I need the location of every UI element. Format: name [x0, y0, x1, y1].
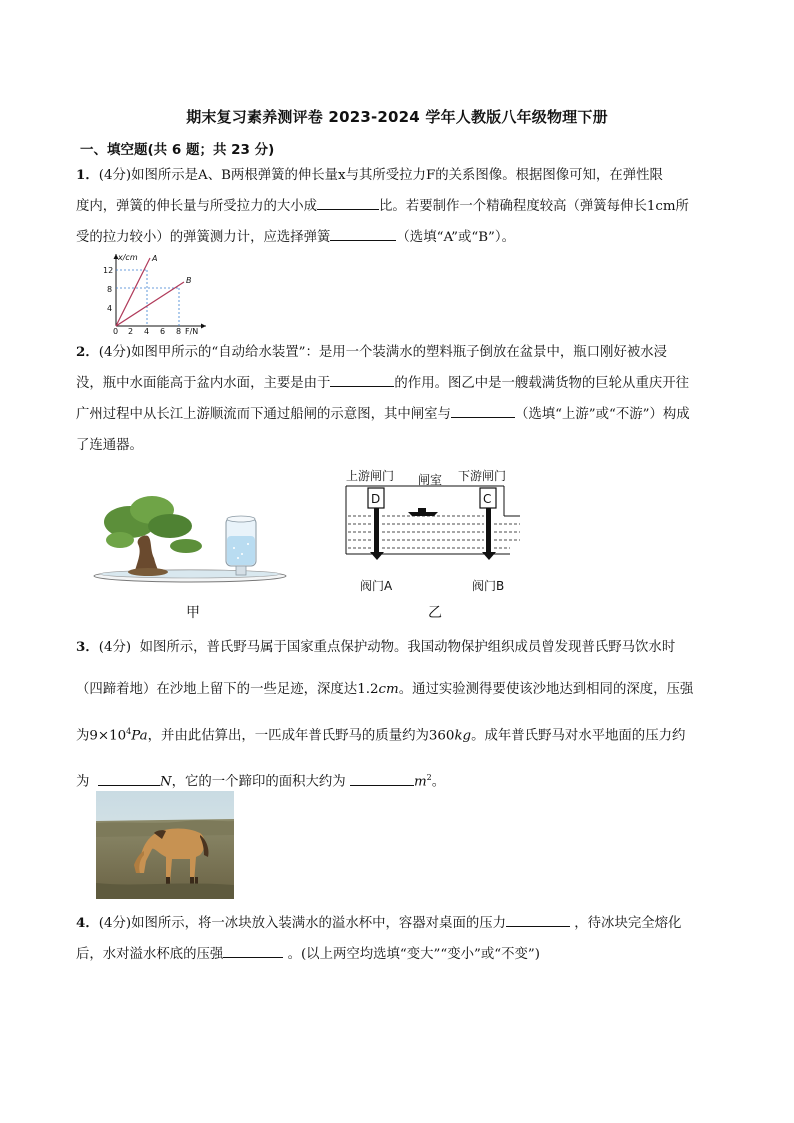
q4-line1: [76, 908, 748, 939]
q4-text: 后，水对溢水杯底的压强: [76, 947, 224, 962]
q2-text: （选填“上游”或“不游”）构成: [514, 407, 690, 422]
question-4: [76, 908, 748, 970]
question-1: [76, 160, 748, 253]
graph-ytick: 8: [107, 285, 113, 294]
graph-ytick: 12: [103, 266, 114, 275]
question-number: 3．: [76, 639, 99, 655]
q1-line1: [76, 160, 748, 191]
q3-text: 为9×10: [76, 728, 127, 744]
label-b: B: [186, 276, 192, 285]
graph-xtick: 0: [113, 327, 119, 336]
graph-xtick: 2: [128, 327, 134, 336]
q3-line1: [76, 626, 748, 669]
answer-blank[interactable]: [317, 195, 379, 210]
graph-xtick: 4: [144, 327, 150, 336]
q3-line3: [76, 711, 748, 757]
line-b: [116, 282, 184, 326]
unit: cm: [378, 682, 399, 697]
q3-text: 。通过实验测得要使该沙地达到相同的深度，压强: [398, 682, 694, 697]
unit: Pa: [131, 728, 148, 744]
question-3: [76, 626, 748, 804]
q3-text: 如图所示，普氏野马属于国家重点保护动物。我国动物保护组织成员曾发现普氏野马饮水时: [139, 640, 676, 655]
answer-blank[interactable]: [330, 372, 394, 387]
answer-blank[interactable]: [451, 403, 515, 418]
q2-line2: [76, 368, 748, 399]
label-a: A: [152, 254, 158, 263]
question-score: (4分): [98, 168, 132, 183]
q2-text: 的作用。图乙中是一艘载满货物的巨轮从重庆开往: [394, 376, 690, 391]
q2-line4: [76, 430, 748, 461]
q1-text: 比。若要制作一个精确程度较高（弹簧每伸长1cm所: [379, 199, 689, 214]
upper-gate-label: 上游闸门: [346, 469, 395, 483]
exponent: 2: [426, 773, 432, 783]
horse-photo: [96, 791, 234, 899]
q3-text: ，并由此估算出，一匹成年普氏野马的质量约为360: [147, 728, 455, 744]
q2-text: 如图甲所示的“自动给水装置”：是用一个装满水的塑料瓶子倒放在盆景中，瓶口刚好被水浸: [131, 345, 668, 360]
q4-line2: [76, 939, 748, 970]
question-score: (4分): [98, 640, 132, 655]
valve-a-label: 阀门A: [360, 579, 393, 593]
q4-text: 如图所示，将一冰块放入装满水的溢水杯中，容器对桌面的压力: [131, 916, 507, 931]
q3-text: （四蹄着地）在沙地上留下的一些足迹，深度达1.2: [76, 682, 379, 697]
q1-line3: [76, 222, 748, 253]
q3-text: 。: [431, 774, 446, 790]
graph-xtick: 8: [176, 327, 182, 336]
section-heading: 一、填空题(共 6 题；共 23 分): [80, 142, 275, 158]
q2-line3: [76, 399, 748, 430]
q3-text: 。成年普氏野马对水平地面的压力约: [471, 728, 686, 744]
answer-blank[interactable]: [350, 771, 414, 786]
unit: N: [159, 774, 172, 790]
graph-ylabel: x/cm: [118, 253, 138, 262]
graph-xtick: 6: [160, 327, 166, 336]
q1-line2: [76, 191, 748, 222]
answer-blank[interactable]: [506, 912, 570, 927]
question-number: 2．: [76, 344, 99, 360]
question-score: (4分): [98, 916, 132, 931]
caption-left: 甲: [186, 605, 200, 621]
q2-text: 广州过程中从长江上游顺流而下通过船闸的示意图，其中闸室与: [76, 407, 451, 422]
caption-right: 乙: [428, 605, 442, 621]
q1-text: 度内，弹簧的伸长量与所受拉力的大小成: [76, 199, 318, 214]
q3-text: ，它的一个蹄印的面积大约为: [171, 774, 346, 790]
gate-d-label: D: [371, 492, 381, 506]
graph-ytick: 4: [107, 304, 113, 313]
line-a: [116, 258, 150, 326]
q2-text: 了连通器。: [76, 438, 143, 453]
page-title: 期末复习素养测评卷 2023-2024 学年人教版八年级物理下册: [186, 108, 608, 126]
answer-blank[interactable]: [98, 771, 160, 786]
question-2: [76, 337, 748, 461]
q2-line1: [76, 337, 748, 368]
unit: kg: [454, 728, 472, 744]
exponent: 4: [126, 727, 132, 736]
spring-graph: [96, 250, 212, 336]
q1-text: 受的拉力较小）的弹簧测力计，应选择弹簧: [76, 230, 331, 245]
lower-gate-label: 下游闸门: [458, 469, 507, 483]
q4-text: 。(以上两空均选填“变大”“变小”或“不变”): [287, 947, 540, 962]
question-score: (4分): [98, 345, 132, 360]
q1-text: （选填“A”或“B”）。: [396, 230, 515, 245]
answer-blank[interactable]: [330, 226, 396, 241]
bonsai-watering-figure: [92, 488, 294, 592]
answer-blank[interactable]: [223, 943, 283, 958]
q1-text: 如图所示是A、B两根弹簧的伸长量x与其所受拉力F的关系图像。根据图像可知，在弹性限: [131, 168, 663, 183]
q4-text: ，待冰块完全熔化: [574, 916, 682, 931]
q2-text: 没，瓶中水面能高于盆内水面，主要是由于: [76, 376, 331, 391]
graph-xlabel: F/N: [185, 327, 199, 336]
q3-line2: [76, 669, 748, 711]
question-number: 1．: [76, 167, 99, 183]
gate-c-label: C: [483, 492, 492, 506]
ship-icon: [408, 512, 438, 516]
chamber-label: 闸室: [418, 473, 443, 487]
unit: m: [413, 774, 427, 790]
q3-text: 为: [76, 774, 90, 790]
ship-lock-figure: [340, 464, 526, 598]
question-number: 4．: [76, 915, 99, 931]
valve-b-label: 阀门B: [472, 579, 505, 593]
